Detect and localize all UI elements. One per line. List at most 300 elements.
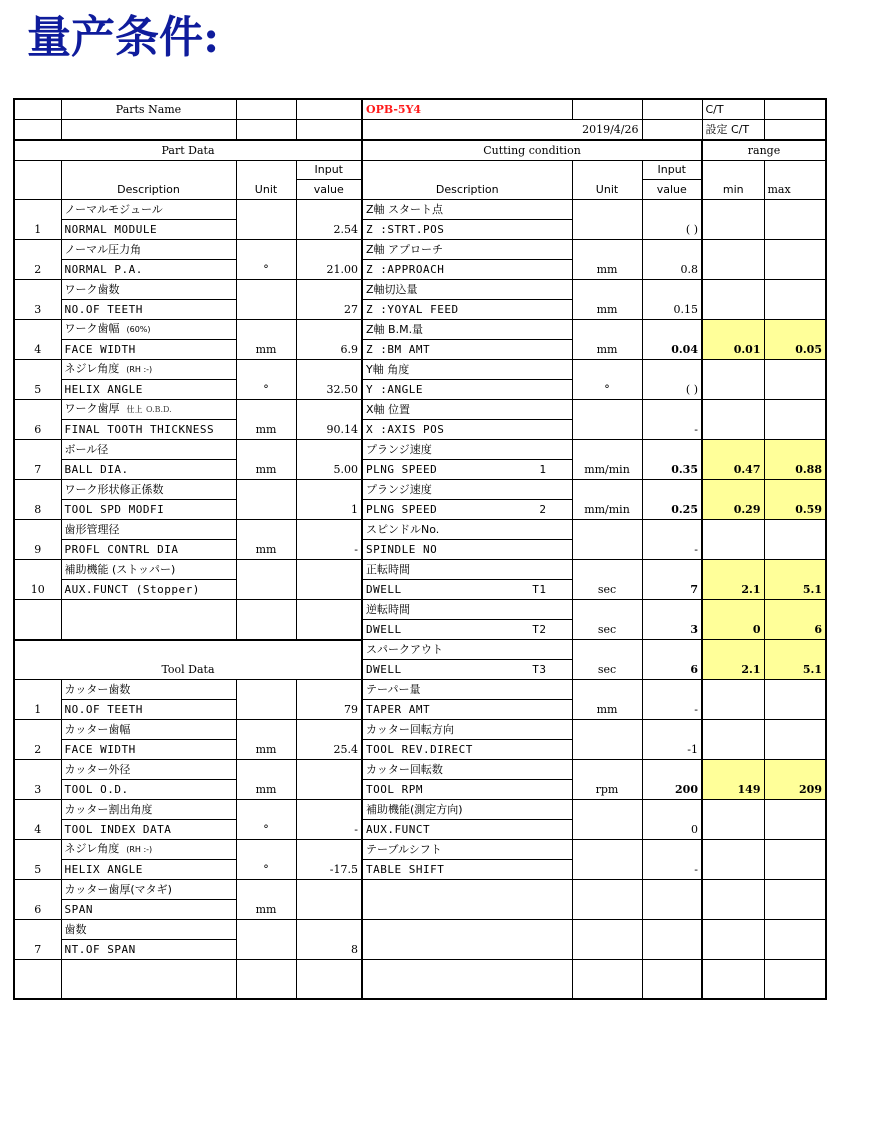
cell <box>702 880 764 920</box>
cell <box>642 99 702 120</box>
header-row-2 <box>14 120 826 141</box>
cutting-unit: sec <box>572 600 642 640</box>
cell <box>572 880 642 920</box>
cutting-unit <box>572 720 642 760</box>
cutting-input-value[interactable]: 0.8 <box>642 240 702 280</box>
row-number: 3 <box>14 280 61 320</box>
part-input-value[interactable]: 32.50 <box>296 360 362 400</box>
tool-desc-en: SPAN <box>61 900 236 920</box>
part-number[interactable]: OPB-5Y4 <box>362 99 572 120</box>
sheet-row-upper <box>14 800 826 820</box>
range-min[interactable]: 2.1 <box>702 560 764 600</box>
cell <box>61 960 236 1000</box>
cutting-desc-suffix: T1 <box>532 583 547 596</box>
set-ct-value[interactable] <box>764 120 826 141</box>
tool-desc-jp <box>61 680 236 700</box>
cutting-desc-en <box>362 420 572 440</box>
part-desc-jp <box>61 560 236 580</box>
cutting-desc-en <box>362 580 572 600</box>
cutting-unit: mm/min <box>572 480 642 520</box>
cutting-desc-en-text: PLNG SPEED <box>366 503 438 516</box>
sheet-row-upper <box>14 400 826 420</box>
cutting-desc-en <box>362 260 572 280</box>
range-max[interactable] <box>764 400 826 440</box>
cell <box>236 120 296 141</box>
part-input-value[interactable]: - <box>296 520 362 560</box>
row-number: 7 <box>14 440 61 480</box>
cutting-input-value[interactable]: 0 <box>642 800 702 840</box>
tool-input-value[interactable]: 25.4 <box>296 720 362 760</box>
cell <box>572 99 642 120</box>
range-min[interactable]: 2.1 <box>702 640 764 680</box>
parts-name-label: Parts Name <box>61 99 236 120</box>
tool-desc-jp-text: カッター歯厚(マタギ) <box>64 883 172 896</box>
range-max[interactable] <box>764 240 826 280</box>
cell <box>236 600 296 640</box>
tool-input-value[interactable] <box>296 760 362 800</box>
cutting-desc-en <box>362 620 572 640</box>
tool-desc-en: FACE WIDTH <box>61 740 236 760</box>
sheet-row-upper <box>14 240 826 260</box>
cutting-unit: mm <box>572 240 642 280</box>
cutting-desc-suffix: 2 <box>539 503 547 516</box>
cutting-unit <box>572 400 642 440</box>
part-desc-jp-text: ワーク歯厚 <box>64 402 120 415</box>
row-number: 7 <box>14 920 61 960</box>
tool-desc-jp-text: カッター割出角度 <box>64 803 153 816</box>
part-desc-en: FINAL TOOTH THICKNESS <box>61 420 236 440</box>
cutting-input-value[interactable]: 7 <box>642 560 702 600</box>
cell <box>61 600 236 640</box>
range-max[interactable]: 5.1 <box>764 640 826 680</box>
part-desc-jp-text: 歯形管理径 <box>64 523 120 536</box>
cutting-desc-jp: テーパー量 <box>362 680 572 700</box>
cutting-desc-en-text: PLNG SPEED <box>366 463 438 476</box>
tool-desc-en: TOOL O.D. <box>61 780 236 800</box>
cutting-desc-jp: カッター回転方向 <box>362 720 572 740</box>
cutting-desc-suffix: 1 <box>539 463 547 476</box>
tool-input-value[interactable]: -17.5 <box>296 840 362 880</box>
part-desc-jp <box>61 360 236 380</box>
cutting-input-value[interactable]: - <box>642 840 702 880</box>
range-max[interactable] <box>764 720 826 760</box>
cutting-input-value[interactable]: 200 <box>642 760 702 800</box>
col-max: max <box>764 161 826 200</box>
part-input-value[interactable]: 27 <box>296 280 362 320</box>
cutting-input-value[interactable]: - <box>642 520 702 560</box>
range-min[interactable]: 149 <box>702 760 764 800</box>
cutting-unit <box>572 840 642 880</box>
row-number: 2 <box>14 240 61 280</box>
cutting-input-value[interactable]: 3 <box>642 600 702 640</box>
range-min[interactable] <box>702 400 764 440</box>
tool-desc-jp <box>61 720 236 740</box>
tool-desc-jp-text: カッター外径 <box>64 763 131 776</box>
tool-data-title: Tool Data <box>14 640 362 680</box>
cell <box>296 960 362 1000</box>
cutting-desc-jp: プランジ速度 <box>362 440 572 460</box>
part-input-value[interactable] <box>296 560 362 600</box>
cell <box>362 880 572 920</box>
tool-desc-jp <box>61 760 236 780</box>
mass-production-conditions-sheet <box>13 98 827 1000</box>
cutting-desc-jp: X軸 位置 <box>362 400 572 420</box>
cutting-desc-jp: スパークアウト <box>362 640 572 660</box>
part-desc-note: 仕上 <box>126 405 143 414</box>
sheet-row-upper <box>14 640 826 660</box>
sheet-row-upper <box>14 280 826 300</box>
tool-desc-en: NO.OF TEETH <box>61 700 236 720</box>
date-value[interactable]: 2019/4/26 <box>362 120 642 141</box>
cutting-desc-en-text: TABLE SHIFT <box>366 863 445 876</box>
cutting-desc-en-text: Z :APPROACH <box>366 263 445 276</box>
part-desc-en: NO.OF TEETH <box>61 300 236 320</box>
cutting-unit: mm <box>572 280 642 320</box>
cell <box>572 960 642 1000</box>
cutting-desc-en-text: Y :ANGLE <box>366 383 423 396</box>
part-desc-jp-text: ワーク歯幅 <box>64 322 120 335</box>
cutting-desc-en-text: TOOL RPM <box>366 783 423 796</box>
tool-unit <box>236 920 296 960</box>
cutting-input-value[interactable]: - <box>642 680 702 720</box>
part-desc-note: (RH :-) <box>126 365 153 374</box>
part-input-value[interactable]: 2.54 <box>296 200 362 240</box>
cutting-desc-en-text: SPINDLE NO <box>366 543 438 556</box>
part-data-title: Part Data <box>14 140 362 161</box>
row-number: 4 <box>14 320 61 360</box>
sheet-row-upper <box>14 560 826 580</box>
col-description: Description <box>61 161 236 200</box>
cell <box>362 920 572 960</box>
cutting-input-value[interactable]: 0.04 <box>642 320 702 360</box>
cell <box>14 120 61 141</box>
part-unit: ° <box>236 360 296 400</box>
range-min[interactable] <box>702 840 764 880</box>
part-desc-jp-text: ワーク歯数 <box>64 283 120 296</box>
range-min[interactable] <box>702 800 764 840</box>
tool-desc-jp-text: カッター歯数 <box>64 683 131 696</box>
part-desc-jp <box>61 480 236 500</box>
ct-label: C/T <box>702 99 764 120</box>
cell <box>236 960 296 1000</box>
tool-input-value[interactable]: - <box>296 800 362 840</box>
tool-unit: mm <box>236 880 296 920</box>
cell <box>14 161 61 200</box>
cutting-unit: rpm <box>572 760 642 800</box>
cell <box>764 880 826 920</box>
row-number: 10 <box>14 560 61 600</box>
range-min[interactable]: 0 <box>702 600 764 640</box>
cutting-unit <box>572 520 642 560</box>
cell <box>61 120 236 141</box>
sheet-row-upper <box>14 920 826 940</box>
cell <box>642 960 702 1000</box>
cell <box>236 99 296 120</box>
cutting-input-value[interactable]: 6 <box>642 640 702 680</box>
tool-desc-jp-text: ネジレ角度 <box>64 842 120 855</box>
cutting-desc-jp: Z軸 スタート点 <box>362 200 572 220</box>
cutting-unit: sec <box>572 640 642 680</box>
part-desc-jp-text: ネジレ角度 <box>64 362 120 375</box>
cutting-desc-jp: Z軸切込量 <box>362 280 572 300</box>
range-min[interactable] <box>702 240 764 280</box>
part-input-value[interactable]: 21.00 <box>296 240 362 280</box>
col-min: min <box>702 161 764 200</box>
sheet-row-upper <box>14 320 826 340</box>
part-desc-jp <box>61 400 236 420</box>
cutting-desc-en <box>362 500 572 520</box>
col-input: Input <box>296 161 362 180</box>
tool-desc-note: (RH :-) <box>126 845 153 854</box>
row-number: 6 <box>14 400 61 440</box>
range-max[interactable]: 209 <box>764 760 826 800</box>
cutting-desc-jp: テーブルシフト <box>362 840 572 860</box>
row-number: 1 <box>14 680 61 720</box>
range-max[interactable] <box>764 520 826 560</box>
part-desc-en: NORMAL P.A. <box>61 260 236 280</box>
cutting-desc-en <box>362 820 572 840</box>
range-min[interactable]: 0.01 <box>702 320 764 360</box>
part-desc-jp-text: ノーマル圧力角 <box>64 243 142 256</box>
cutting-desc-en <box>362 780 572 800</box>
cutting-desc-en <box>362 340 572 360</box>
part-unit: mm <box>236 440 296 480</box>
row-number: 4 <box>14 800 61 840</box>
set-ct-label: 設定 C/T <box>702 120 764 141</box>
cell <box>702 960 764 1000</box>
tool-desc-jp <box>61 800 236 820</box>
sheet-row-upper <box>14 480 826 500</box>
part-desc-jp-text: 補助機能 (ストッパー) <box>64 563 176 576</box>
range-max[interactable]: 0.05 <box>764 320 826 360</box>
cutting-unit: mm <box>572 320 642 360</box>
cutting-unit <box>572 200 642 240</box>
tool-input-value[interactable] <box>296 880 362 920</box>
cutting-desc-en-text: AUX.FUNCT <box>366 823 431 836</box>
cutting-desc-en <box>362 700 572 720</box>
sheet-row-upper <box>14 720 826 740</box>
cutting-desc-jp: 正転時間 <box>362 560 572 580</box>
tool-unit: ° <box>236 840 296 880</box>
cell <box>764 960 826 1000</box>
tool-desc-jp <box>61 840 236 860</box>
tool-desc-jp-text: カッター歯幅 <box>64 723 131 736</box>
part-desc-jp <box>61 320 236 340</box>
cutting-condition-title: Cutting condition <box>362 140 702 161</box>
sheet-row-upper <box>14 360 826 380</box>
cutting-desc-jp: Z軸 B.M.量 <box>362 320 572 340</box>
range-max[interactable] <box>764 680 826 720</box>
row-number: 5 <box>14 840 61 880</box>
range-max[interactable] <box>764 840 826 880</box>
cell <box>362 960 572 1000</box>
cutting-desc-jp: カッター回転数 <box>362 760 572 780</box>
tool-desc-en: NT.OF SPAN <box>61 940 236 960</box>
part-desc-jp <box>61 200 236 220</box>
cutting-input-value[interactable]: 0.25 <box>642 480 702 520</box>
sheet-row-upper <box>14 680 826 700</box>
tool-desc-en: HELIX ANGLE <box>61 860 236 880</box>
cutting-desc-jp: プランジ速度 <box>362 480 572 500</box>
sheet-row-upper <box>14 200 826 220</box>
cutting-desc-en-text: DWELL <box>366 663 402 676</box>
tool-desc-jp <box>61 920 236 940</box>
cutting-desc-en-text: TAPER AMT <box>366 703 431 716</box>
sheet-row-upper <box>14 600 826 620</box>
part-input-value[interactable]: 5.00 <box>296 440 362 480</box>
part-desc-en: TOOL SPD MODFI <box>61 500 236 520</box>
part-unit: mm <box>236 400 296 440</box>
cutting-input-value[interactable]: - <box>642 400 702 440</box>
tool-unit: ° <box>236 800 296 840</box>
cutting-unit: mm/min <box>572 440 642 480</box>
part-desc-en: PROFL CONTRL DIA <box>61 540 236 560</box>
range-max[interactable] <box>764 360 826 400</box>
range-min[interactable] <box>702 200 764 240</box>
part-desc-en: FACE WIDTH <box>61 340 236 360</box>
range-min[interactable]: 0.29 <box>702 480 764 520</box>
col-value: value <box>642 180 702 200</box>
cutting-desc-jp: Y軸 角度 <box>362 360 572 380</box>
cutting-unit <box>572 800 642 840</box>
cell <box>296 120 362 141</box>
row-number: 9 <box>14 520 61 560</box>
cutting-desc-jp: スピンドルNo. <box>362 520 572 540</box>
part-desc-note2: O.B.D. <box>146 405 172 414</box>
part-desc-jp <box>61 520 236 540</box>
cutting-desc-en <box>362 660 572 680</box>
row-number: 5 <box>14 360 61 400</box>
part-desc-note: (60%) <box>126 325 151 334</box>
cutting-input-value[interactable]: -1 <box>642 720 702 760</box>
range-min[interactable]: 0.47 <box>702 440 764 480</box>
cutting-desc-en-text: DWELL <box>366 583 402 596</box>
tool-desc-jp <box>61 880 236 900</box>
cutting-desc-jp: Z軸 アプローチ <box>362 240 572 260</box>
cutting-desc-suffix: T2 <box>532 623 547 636</box>
tool-unit: mm <box>236 720 296 760</box>
cutting-desc-en <box>362 740 572 760</box>
cell <box>642 120 702 141</box>
cutting-input-value[interactable]: ( ) <box>642 360 702 400</box>
range-max[interactable] <box>764 200 826 240</box>
part-desc-en: NORMAL MODULE <box>61 220 236 240</box>
row-number: 6 <box>14 880 61 920</box>
sheet-row-upper <box>14 760 826 780</box>
cutting-desc-en <box>362 220 572 240</box>
range-max[interactable]: 0.59 <box>764 480 826 520</box>
range-max[interactable]: 0.88 <box>764 440 826 480</box>
cutting-desc-suffix: T3 <box>532 663 547 676</box>
range-max[interactable] <box>764 800 826 840</box>
row-number: 3 <box>14 760 61 800</box>
cutting-desc-en <box>362 300 572 320</box>
cutting-input-value[interactable]: 0.35 <box>642 440 702 480</box>
cutting-desc-jp: 補助機能(測定方向) <box>362 800 572 820</box>
part-desc-en: AUX.FUNCT (Stopper) <box>61 580 236 600</box>
cutting-desc-en-text: Z :BM AMT <box>366 343 431 356</box>
page-title: 量产条件: <box>27 12 220 63</box>
cutting-desc-en <box>362 380 572 400</box>
header-row-1 <box>14 99 826 120</box>
col-description: Description <box>362 161 572 200</box>
cell <box>764 99 826 120</box>
cell <box>296 99 362 120</box>
cutting-desc-en <box>362 540 572 560</box>
sheet-row-blank <box>14 960 826 1000</box>
cutting-input-value[interactable]: ( ) <box>642 200 702 240</box>
tool-unit <box>236 680 296 720</box>
range-min[interactable] <box>702 520 764 560</box>
col-input: Input <box>642 161 702 180</box>
cell <box>14 960 61 1000</box>
sheet-body <box>14 99 826 999</box>
range-min[interactable] <box>702 720 764 760</box>
cutting-desc-en <box>362 860 572 880</box>
cell <box>14 600 61 640</box>
sheet-row-upper <box>14 520 826 540</box>
cutting-desc-en-text: DWELL <box>366 623 402 636</box>
range-title: range <box>702 140 826 161</box>
cell <box>702 920 764 960</box>
part-desc-jp <box>61 240 236 260</box>
row-number: 2 <box>14 720 61 760</box>
part-input-value[interactable]: 6.9 <box>296 320 362 360</box>
cutting-desc-en-text: Z :STRT.POS <box>366 223 445 236</box>
part-input-value[interactable]: 90.14 <box>296 400 362 440</box>
tool-input-value[interactable]: 79 <box>296 680 362 720</box>
range-max[interactable]: 5.1 <box>764 560 826 600</box>
part-unit: ° <box>236 240 296 280</box>
cell <box>572 920 642 960</box>
row-number: 8 <box>14 480 61 520</box>
tool-desc-en: TOOL INDEX DATA <box>61 820 236 840</box>
sheet-row-upper <box>14 440 826 460</box>
cell <box>642 880 702 920</box>
tool-unit: mm <box>236 760 296 800</box>
cutting-unit: sec <box>572 560 642 600</box>
cutting-unit: mm <box>572 680 642 720</box>
cutting-desc-en-text: TOOL REV.DIRECT <box>366 743 473 756</box>
part-desc-en: BALL DIA. <box>61 460 236 480</box>
sheet-row-upper <box>14 840 826 860</box>
range-min[interactable] <box>702 680 764 720</box>
part-unit <box>236 480 296 520</box>
col-unit: Unit <box>236 161 296 200</box>
part-unit: mm <box>236 320 296 360</box>
part-input-value[interactable]: 1 <box>296 480 362 520</box>
range-max[interactable] <box>764 280 826 320</box>
range-max[interactable]: 6 <box>764 600 826 640</box>
range-min[interactable] <box>702 280 764 320</box>
part-desc-en: HELIX ANGLE <box>61 380 236 400</box>
row-number: 1 <box>14 200 61 240</box>
range-min[interactable] <box>702 360 764 400</box>
cutting-input-value[interactable]: 0.15 <box>642 280 702 320</box>
col-value: value <box>296 180 362 200</box>
cell <box>642 920 702 960</box>
tool-input-value[interactable]: 8 <box>296 920 362 960</box>
part-unit <box>236 560 296 600</box>
part-desc-jp <box>61 440 236 460</box>
section-title-row <box>14 140 826 161</box>
column-header-input-row <box>14 161 826 180</box>
cell <box>296 600 362 640</box>
part-unit <box>236 200 296 240</box>
part-desc-jp-text: ワーク形状修正係数 <box>64 483 164 496</box>
part-desc-jp-text: ノーマルモジュール <box>64 203 163 216</box>
part-unit: mm <box>236 520 296 560</box>
